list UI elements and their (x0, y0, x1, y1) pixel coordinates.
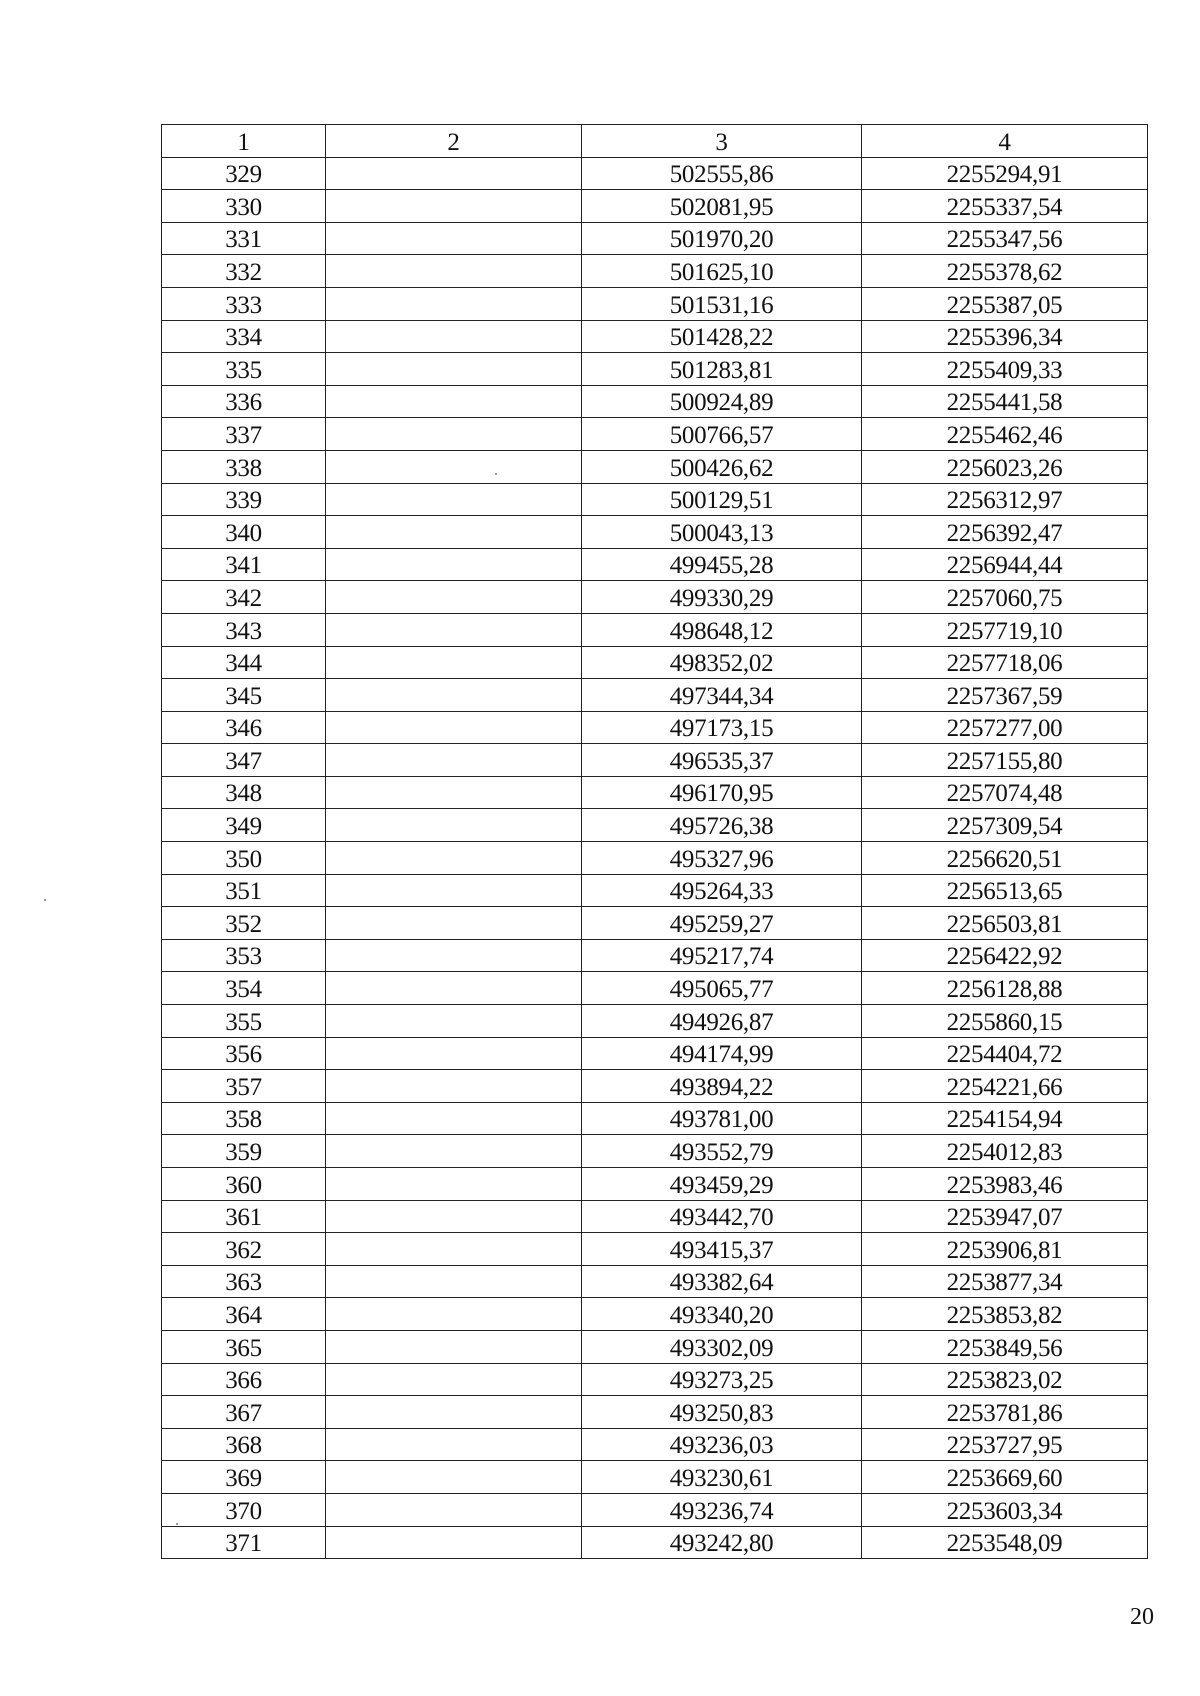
page-number: 20 (1130, 1604, 1154, 1630)
table-row (162, 320, 1148, 353)
point-number-cell: 345 (162, 679, 326, 712)
y-coordinate-cell: 2257074,48 (862, 776, 1148, 809)
y-coordinate-cell: 2256503,81 (862, 907, 1148, 940)
point-number-cell: 331 (162, 222, 326, 255)
x-coordinate-cell: 493250,83 (582, 1396, 862, 1429)
x-coordinate-cell: 501428,22 (582, 320, 862, 353)
description-cell (326, 1363, 582, 1396)
point-number-cell: 354 (162, 972, 326, 1005)
point-number-cell: 362 (162, 1233, 326, 1266)
column-header-3: 3 (582, 125, 862, 158)
x-coordinate-cell: 500129,51 (582, 483, 862, 516)
y-coordinate-cell: 2253906,81 (862, 1233, 1148, 1266)
y-coordinate-cell: 2254221,66 (862, 1070, 1148, 1103)
x-coordinate-cell: 493302,09 (582, 1330, 862, 1363)
table-row (162, 613, 1148, 646)
table-row (162, 809, 1148, 842)
y-coordinate-cell: 2253727,95 (862, 1428, 1148, 1461)
table-row (162, 548, 1148, 581)
y-coordinate-cell: 2255347,56 (862, 222, 1148, 255)
x-coordinate-cell: 496170,95 (582, 776, 862, 809)
table-row (162, 190, 1148, 223)
table-row (162, 1428, 1148, 1461)
description-cell (326, 1005, 582, 1038)
description-cell (326, 1070, 582, 1103)
x-coordinate-cell: 493552,79 (582, 1135, 862, 1168)
table-row (162, 1526, 1148, 1559)
point-number-cell: 356 (162, 1037, 326, 1070)
description-cell (326, 744, 582, 777)
y-coordinate-cell: 2257277,00 (862, 711, 1148, 744)
table-row (162, 450, 1148, 483)
table-row (162, 1330, 1148, 1363)
description-cell (326, 711, 582, 744)
y-coordinate-cell: 2254404,72 (862, 1037, 1148, 1070)
description-cell (326, 972, 582, 1005)
point-number-cell: 371 (162, 1526, 326, 1559)
point-number-cell: 360 (162, 1168, 326, 1201)
description-cell (326, 548, 582, 581)
y-coordinate-cell: 2255396,34 (862, 320, 1148, 353)
point-number-cell: 352 (162, 907, 326, 940)
x-coordinate-cell: 501625,10 (582, 255, 862, 288)
table-row (162, 907, 1148, 940)
description-cell (326, 1428, 582, 1461)
description-cell (326, 1265, 582, 1298)
x-coordinate-cell: 499455,28 (582, 548, 862, 581)
x-coordinate-cell: 499330,29 (582, 581, 862, 614)
y-coordinate-cell: 2256944,44 (862, 548, 1148, 581)
table-row (162, 842, 1148, 875)
table-row (162, 1102, 1148, 1135)
description-cell (326, 1298, 582, 1331)
x-coordinate-cell: 497173,15 (582, 711, 862, 744)
y-coordinate-cell: 2255462,46 (862, 418, 1148, 451)
y-coordinate-cell: 2253823,02 (862, 1363, 1148, 1396)
y-coordinate-cell: 2254012,83 (862, 1135, 1148, 1168)
point-number-cell: 369 (162, 1461, 326, 1494)
point-number-cell: 338 (162, 450, 326, 483)
table-row (162, 255, 1148, 288)
y-coordinate-cell: 2253983,46 (862, 1168, 1148, 1201)
description-cell (326, 1396, 582, 1429)
table-row (162, 222, 1148, 255)
y-coordinate-cell: 2257719,10 (862, 613, 1148, 646)
y-coordinate-cell: 2253669,60 (862, 1461, 1148, 1494)
description-cell (326, 809, 582, 842)
description-cell (326, 842, 582, 875)
table-row (162, 1363, 1148, 1396)
description-cell (326, 939, 582, 972)
y-coordinate-cell: 2253853,82 (862, 1298, 1148, 1331)
description-cell (326, 353, 582, 386)
table-row (162, 1005, 1148, 1038)
y-coordinate-cell: 2253947,07 (862, 1200, 1148, 1233)
x-coordinate-cell: 493230,61 (582, 1461, 862, 1494)
x-coordinate-cell: 493236,74 (582, 1493, 862, 1526)
point-number-cell: 361 (162, 1200, 326, 1233)
table-row (162, 972, 1148, 1005)
point-number-cell: 353 (162, 939, 326, 972)
description-cell (326, 287, 582, 320)
description-cell (326, 1330, 582, 1363)
y-coordinate-cell: 2255409,33 (862, 353, 1148, 386)
table-row (162, 157, 1148, 190)
table-row (162, 287, 1148, 320)
description-cell (326, 157, 582, 190)
y-coordinate-cell: 2254154,94 (862, 1102, 1148, 1135)
table-row (162, 1461, 1148, 1494)
point-number-cell: 349 (162, 809, 326, 842)
coordinates-table (161, 124, 1148, 1559)
description-cell (326, 646, 582, 679)
description-cell (326, 874, 582, 907)
description-cell (326, 1233, 582, 1266)
point-number-cell: 359 (162, 1135, 326, 1168)
description-cell (326, 1102, 582, 1135)
table-row (162, 1168, 1148, 1201)
point-number-cell: 357 (162, 1070, 326, 1103)
table-row (162, 776, 1148, 809)
y-coordinate-cell: 2257060,75 (862, 581, 1148, 614)
scan-speck (176, 1523, 178, 1525)
point-number-cell: 370 (162, 1493, 326, 1526)
description-cell (326, 907, 582, 940)
point-number-cell: 340 (162, 516, 326, 549)
description-cell (326, 418, 582, 451)
description-cell (326, 483, 582, 516)
y-coordinate-cell: 2253781,86 (862, 1396, 1148, 1429)
y-coordinate-cell: 2255337,54 (862, 190, 1148, 223)
description-cell (326, 776, 582, 809)
description-cell (326, 320, 582, 353)
point-number-cell: 342 (162, 581, 326, 614)
point-number-cell: 366 (162, 1363, 326, 1396)
point-number-cell: 335 (162, 353, 326, 386)
x-coordinate-cell: 495259,27 (582, 907, 862, 940)
x-coordinate-cell: 494926,87 (582, 1005, 862, 1038)
y-coordinate-cell: 2256023,26 (862, 450, 1148, 483)
y-coordinate-cell: 2255294,91 (862, 157, 1148, 190)
description-cell (326, 190, 582, 223)
table-row (162, 1233, 1148, 1266)
y-coordinate-cell: 2255378,62 (862, 255, 1148, 288)
column-header-4: 4 (862, 125, 1148, 158)
point-number-cell: 343 (162, 613, 326, 646)
y-coordinate-cell: 2256620,51 (862, 842, 1148, 875)
point-number-cell: 364 (162, 1298, 326, 1331)
x-coordinate-cell: 497344,34 (582, 679, 862, 712)
table-row (162, 581, 1148, 614)
point-number-cell: 355 (162, 1005, 326, 1038)
table-row (162, 1396, 1148, 1429)
table-row (162, 418, 1148, 451)
description-cell (326, 1135, 582, 1168)
y-coordinate-cell: 2253877,34 (862, 1265, 1148, 1298)
x-coordinate-cell: 495726,38 (582, 809, 862, 842)
point-number-cell: 330 (162, 190, 326, 223)
x-coordinate-cell: 500766,57 (582, 418, 862, 451)
description-cell (326, 1037, 582, 1070)
x-coordinate-cell: 495065,77 (582, 972, 862, 1005)
y-coordinate-cell: 2256128,88 (862, 972, 1148, 1005)
point-number-cell: 363 (162, 1265, 326, 1298)
column-header-2: 2 (326, 125, 582, 158)
table-row (162, 516, 1148, 549)
table-row (162, 744, 1148, 777)
y-coordinate-cell: 2255387,05 (862, 287, 1148, 320)
y-coordinate-cell: 2256312,97 (862, 483, 1148, 516)
y-coordinate-cell: 2257367,59 (862, 679, 1148, 712)
x-coordinate-cell: 500426,62 (582, 450, 862, 483)
column-header-1: 1 (162, 125, 326, 158)
description-cell (326, 613, 582, 646)
x-coordinate-cell: 493236,03 (582, 1428, 862, 1461)
x-coordinate-cell: 495327,96 (582, 842, 862, 875)
point-number-cell: 346 (162, 711, 326, 744)
table-header-row (162, 125, 1148, 158)
table-row (162, 939, 1148, 972)
x-coordinate-cell: 502555,86 (582, 157, 862, 190)
description-cell (326, 679, 582, 712)
table-row (162, 711, 1148, 744)
y-coordinate-cell: 2257155,80 (862, 744, 1148, 777)
point-number-cell: 358 (162, 1102, 326, 1135)
x-coordinate-cell: 493442,70 (582, 1200, 862, 1233)
description-cell (326, 1168, 582, 1201)
point-number-cell: 333 (162, 287, 326, 320)
description-cell (326, 385, 582, 418)
scan-speck (495, 473, 497, 475)
description-cell (326, 1493, 582, 1526)
description-cell (326, 222, 582, 255)
y-coordinate-cell: 2253849,56 (862, 1330, 1148, 1363)
x-coordinate-cell: 495217,74 (582, 939, 862, 972)
y-coordinate-cell: 2255860,15 (862, 1005, 1148, 1038)
point-number-cell: 368 (162, 1428, 326, 1461)
table-row (162, 385, 1148, 418)
table-body (162, 157, 1148, 1559)
table-row (162, 646, 1148, 679)
point-number-cell: 337 (162, 418, 326, 451)
y-coordinate-cell: 2256422,92 (862, 939, 1148, 972)
description-cell (326, 1461, 582, 1494)
x-coordinate-cell: 501970,20 (582, 222, 862, 255)
description-cell (326, 450, 582, 483)
y-coordinate-cell: 2256392,47 (862, 516, 1148, 549)
x-coordinate-cell: 493242,80 (582, 1526, 862, 1559)
table-row (162, 1037, 1148, 1070)
table-row (162, 483, 1148, 516)
x-coordinate-cell: 493340,20 (582, 1298, 862, 1331)
point-number-cell: 329 (162, 157, 326, 190)
table-row (162, 874, 1148, 907)
x-coordinate-cell: 501531,16 (582, 287, 862, 320)
point-number-cell: 332 (162, 255, 326, 288)
point-number-cell: 367 (162, 1396, 326, 1429)
x-coordinate-cell: 493382,64 (582, 1265, 862, 1298)
point-number-cell: 341 (162, 548, 326, 581)
x-coordinate-cell: 495264,33 (582, 874, 862, 907)
y-coordinate-cell: 2253548,09 (862, 1526, 1148, 1559)
x-coordinate-cell: 494174,99 (582, 1037, 862, 1070)
table-row (162, 679, 1148, 712)
x-coordinate-cell: 493415,37 (582, 1233, 862, 1266)
x-coordinate-cell: 500924,89 (582, 385, 862, 418)
x-coordinate-cell: 493781,00 (582, 1102, 862, 1135)
x-coordinate-cell: 502081,95 (582, 190, 862, 223)
description-cell (326, 1200, 582, 1233)
table-row (162, 1135, 1148, 1168)
x-coordinate-cell: 498352,02 (582, 646, 862, 679)
x-coordinate-cell: 493894,22 (582, 1070, 862, 1103)
description-cell (326, 581, 582, 614)
point-number-cell: 348 (162, 776, 326, 809)
point-number-cell: 344 (162, 646, 326, 679)
x-coordinate-cell: 493273,25 (582, 1363, 862, 1396)
table-row (162, 1298, 1148, 1331)
table-row (162, 1070, 1148, 1103)
point-number-cell: 336 (162, 385, 326, 418)
point-number-cell: 339 (162, 483, 326, 516)
description-cell (326, 1526, 582, 1559)
point-number-cell: 350 (162, 842, 326, 875)
x-coordinate-cell: 500043,13 (582, 516, 862, 549)
x-coordinate-cell: 498648,12 (582, 613, 862, 646)
point-number-cell: 365 (162, 1330, 326, 1363)
y-coordinate-cell: 2257718,06 (862, 646, 1148, 679)
point-number-cell: 351 (162, 874, 326, 907)
y-coordinate-cell: 2253603,34 (862, 1493, 1148, 1526)
table-row (162, 1265, 1148, 1298)
scan-speck (44, 899, 46, 901)
description-cell (326, 255, 582, 288)
y-coordinate-cell: 2256513,65 (862, 874, 1148, 907)
x-coordinate-cell: 496535,37 (582, 744, 862, 777)
table-row (162, 353, 1148, 386)
table-row (162, 1200, 1148, 1233)
point-number-cell: 334 (162, 320, 326, 353)
y-coordinate-cell: 2255441,58 (862, 385, 1148, 418)
description-cell (326, 516, 582, 549)
y-coordinate-cell: 2257309,54 (862, 809, 1148, 842)
point-number-cell: 347 (162, 744, 326, 777)
table-row (162, 1493, 1148, 1526)
x-coordinate-cell: 493459,29 (582, 1168, 862, 1201)
x-coordinate-cell: 501283,81 (582, 353, 862, 386)
